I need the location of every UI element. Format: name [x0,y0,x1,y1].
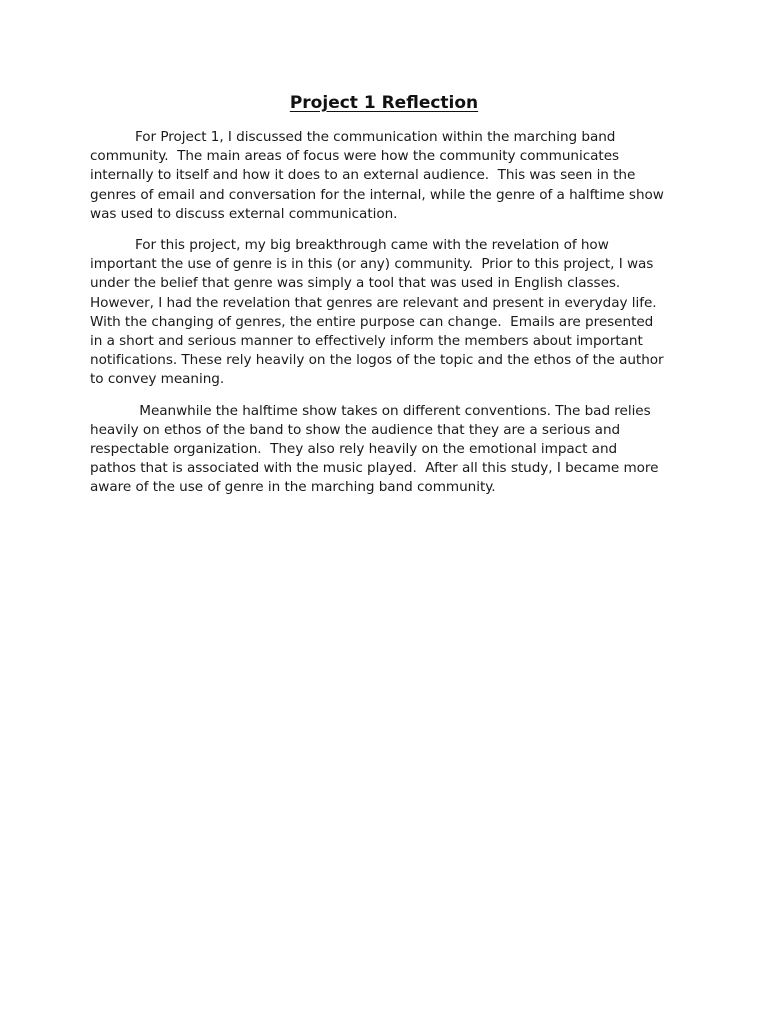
paragraph-line: important the use of genre is in this (or any) community. Prior to this project, I was [90,256,654,273]
paragraph-1 [90,128,680,224]
paragraph-line: in a short and serious manner to effectively inform the members about important [90,333,643,350]
paragraph-line: was used to discuss external communication. [90,205,398,222]
paragraph-line: For this project, my big breakthrough came with the revelation of how [135,237,609,254]
document-title: Project 1 Reflection [289,93,479,113]
paragraph-2 [90,236,680,390]
paragraph-line: community. The main areas of focus were how the community communicates [90,148,620,165]
paragraph-line: respectable organization. They also rely heavily on the emotional impact and [90,441,618,458]
paragraph-line: heavily on ethos of the band to show the audience that they are a serious and [90,421,621,438]
paragraph-line: notifications. These rely heavily on the logos of the topic and the ethos of the author [90,352,664,369]
paragraph-line: genres of email and conversation for the internal, while the genre of a halftime show [90,186,664,203]
document-body [90,128,680,510]
paragraph-line: to convey meaning. [90,371,225,388]
paragraph-line: With the changing of genres, the entire purpose can change. Emails are presented [90,313,654,330]
paragraph-3 [90,402,680,498]
paragraph-line: For Project 1, I discussed the communication within the marching band [135,129,616,145]
paragraph-line: However, I had the revelation that genres are relevant and present in everyday life. [90,294,657,311]
paragraph-line: pathos that is associated with the music played. After all this study, I became more [90,460,659,477]
paragraph-line: Meanwhile the halftime show takes on different conventions. The bad relies [135,402,651,419]
paragraph-line: under the belief that genre was simply a tool that was used in English classes. [90,275,621,292]
paragraph-line: aware of the use of genre in the marching band community. [90,479,496,496]
paragraph-line: internally to itself and how it does to an external audience. This was seen in the [90,167,636,184]
